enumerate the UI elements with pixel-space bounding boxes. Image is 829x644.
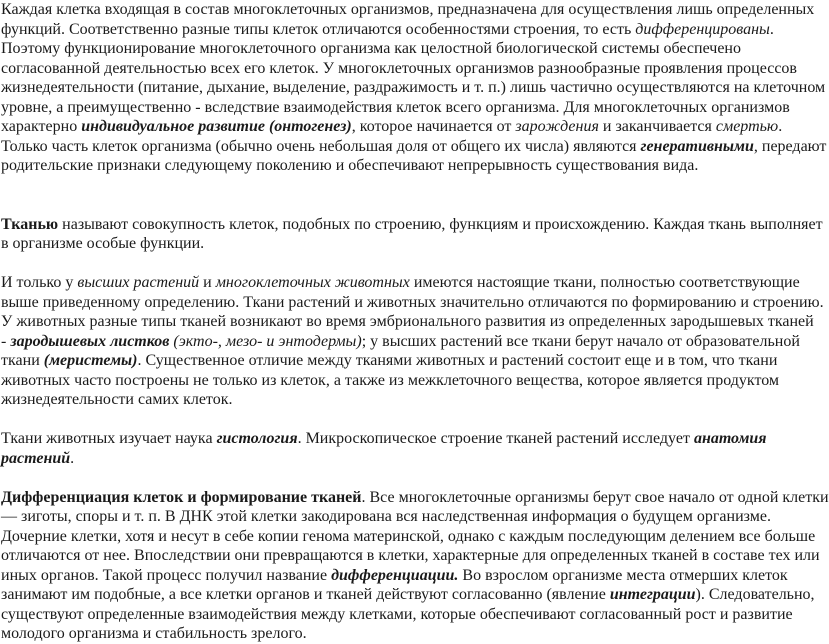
emphasized-term: дифференцированы (635, 20, 770, 38)
text-run: ткани (1, 352, 44, 369)
text-line (1, 546, 820, 566)
text-line (1, 624, 816, 644)
text-run: согласованной деятельностью всех его клеток. У многоклеточных организмов разнообразные проявления процессов (1, 59, 797, 77)
emphasized-term: интеграции (609, 586, 696, 603)
text-run: . (778, 118, 783, 135)
text-run: в организме особые функции. (1, 235, 205, 252)
text-run: животных часто построены не только из клеток, а также из межклеточного вещества, которое является продуктом (1, 371, 780, 389)
text-line (1, 20, 816, 40)
text-run: жизнедеятельности самих клеток. (1, 391, 233, 408)
emphasized-term: дифференциации. (331, 566, 459, 584)
text-line (1, 507, 816, 527)
text-line (1, 137, 827, 157)
text-run: . (769, 20, 774, 38)
text-line (1, 449, 816, 469)
emphasized-term: зародышевых листков (10, 332, 170, 350)
text-line (1, 39, 816, 59)
text-run: ; у высших растений все ткани берут начало от образовательной (361, 332, 800, 350)
text-run: ). Следовательно, (695, 586, 815, 603)
text-run: отличаются от нее. Впоследствии они превращаются в клетки, характерные для определенных тканей в составе тех или (1, 547, 820, 564)
text-run: и (199, 274, 216, 291)
text-run: существуют определенные взаимодействия между клетками, которые обеспечивают согласованный рост и развитие (1, 605, 793, 623)
paragraph-tissue-definition (1, 215, 823, 254)
text-line (1, 371, 816, 391)
emphasized-term: Дифференциация клеток и формирование тканей (1, 488, 362, 506)
text-run: - (1, 332, 11, 350)
text-run: родительские признаки следующему поколению и обеспечивают непрерывность существования вида. (1, 157, 699, 174)
text-run: , которое начинается от (351, 118, 516, 135)
emphasized-term: зарождения (515, 118, 599, 135)
text-line (1, 117, 816, 137)
paragraph-histology (1, 429, 816, 468)
text-run: Ткани животных изучает наука (1, 430, 217, 447)
paragraph-plant-animal-tissues (1, 273, 824, 410)
text-line (1, 98, 816, 118)
text-run: имеются настоящие ткани, полностью соответствующие (409, 274, 800, 291)
text-line (1, 429, 816, 449)
text-line (1, 59, 816, 79)
emphasized-term: анатомия (693, 430, 767, 447)
text-run: занимают им подобные, а все клетки органов и тканей действуют согласованно (явление (1, 586, 610, 603)
text-run: . Все многоклеточные организмы берут свое начало от одной клетки (361, 488, 829, 506)
text-line (1, 0, 816, 20)
text-run: иных органов. Такой процесс получил название (1, 566, 332, 584)
text-run: молодого организма и стабильность зрелого. (1, 625, 307, 642)
paragraph-cell-specialization (1, 0, 827, 176)
text-line (1, 566, 816, 586)
text-run: и заканчивается (598, 118, 716, 135)
text-run: — зиготы, споры и т. п. В ДНК этой клетки закодирована вся наследственная информация о будущем организме. (1, 508, 771, 525)
emphasized-term: смертью (715, 118, 779, 135)
emphasized-term: (меристемы) (43, 352, 138, 369)
emphasized-term: Тканью (1, 215, 59, 233)
text-line (1, 488, 829, 508)
emphasized-term: (экто-, мезо- и энтодермы) (173, 332, 362, 350)
emphasized-term: индивидуальное развитие (онтогенез) (81, 118, 352, 135)
text-line (1, 312, 816, 332)
text-run: называют совокупность клеток, подобных по строению, функциям и происхождению. Каждая ткань выполняет (58, 215, 823, 233)
text-run: характерно (1, 118, 82, 135)
text-run: , передают (753, 137, 827, 155)
text-line (1, 293, 824, 313)
text-run: жизнедеятельности (питание, дыхание, выделение, раздражимость и т. п.) лишь частично осуществляются на клеточном (1, 79, 826, 96)
text-line (1, 527, 816, 547)
text-run: У животных разные типы тканей возникают во время эмбрионального развития из определенных зародышевых тканей (1, 313, 814, 330)
emphasized-term: растений (1, 449, 71, 467)
text-run: Во взрослом организме места отмерших клеток (458, 566, 788, 584)
text-line (1, 605, 816, 625)
emphasized-term: генеративными (640, 137, 754, 155)
text-line (1, 234, 816, 254)
emphasized-term: гистология (216, 430, 298, 447)
text-line (1, 215, 823, 235)
text-line (1, 156, 816, 176)
text-run: функций. Соответственно разные типы клеток отличаются особенностями строения, то есть (1, 20, 636, 38)
text-run: . Существенное отличие между тканями животных и растений состоит еще и в том, что ткани (137, 352, 778, 369)
text-line (1, 585, 816, 605)
text-run: уровне, а преимущественно - вследствие взаимодействия клеток всего организма. Для многоклеточных организмов (1, 98, 790, 116)
emphasized-term: высших растений (77, 274, 200, 291)
text-run: . Микроскопическое строение тканей растений исследует (297, 430, 694, 447)
emphasized-term: многоклеточных животных (215, 274, 410, 291)
text-run: Поэтому функционирование многоклеточного организма как целостной биологической системы обеспечено (1, 40, 741, 57)
text-line (1, 351, 816, 371)
text-line (1, 390, 816, 410)
paragraph-differentiation (1, 488, 829, 644)
text-run: Каждая клетка входящая в состав многоклеточных организмов, предназначена для осуществления лишь определенных (1, 1, 815, 18)
text-run: выше приведенному определению. Ткани растений и животных значительно отличаются по формированию и строению. (1, 293, 824, 311)
text-run: Только часть клеток организма (обычно очень небольшая доля от общего их числа) являются (1, 137, 641, 155)
text-run: И только у (1, 274, 78, 291)
text-run: Дочерние клетки, хотя и несут в себе копии генома материнской, однако с каждым последующим делением все больше (1, 527, 816, 545)
text-line (1, 273, 816, 293)
text-line (1, 332, 816, 352)
text-run: . (70, 449, 75, 467)
text-line (1, 78, 826, 98)
